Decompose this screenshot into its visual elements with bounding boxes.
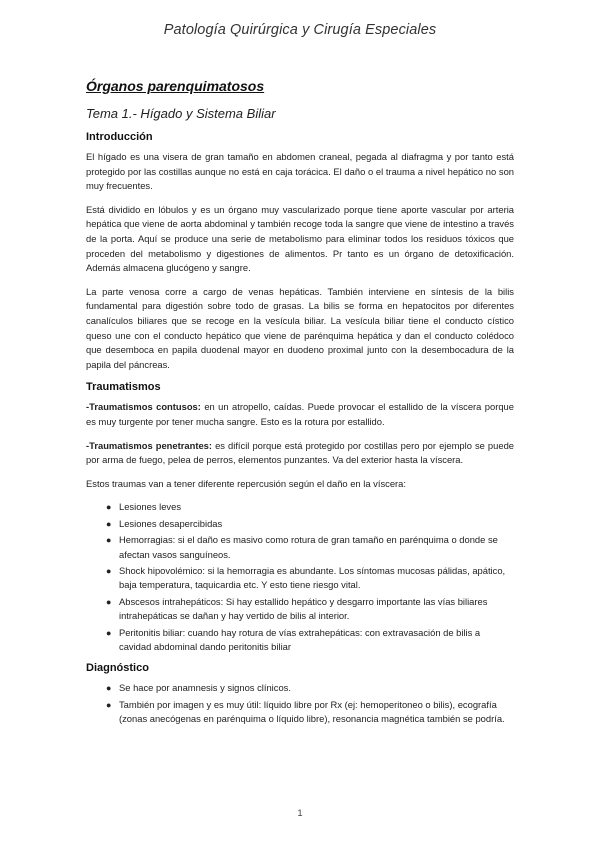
label-contusos: -Traumatismos contusos: xyxy=(86,401,201,413)
list-repercusiones xyxy=(86,500,514,654)
page-number: 1 xyxy=(297,808,303,819)
section-title: Órganos parenquimatosos xyxy=(86,78,265,94)
bullet-icon: ● xyxy=(106,535,112,546)
text-contusos: en un atropello, caídas. Puede provocar el estallido de la víscera porque es muy turgente por tener mucha sangre. Esto es la rotura por estallido. xyxy=(86,401,514,427)
list-item: ● Peritonitis biliar: cuando hay rotura de vías extrahepáticas: con extravasación de bilis a cavidad abdominal dando peritonitis biliar xyxy=(106,626,481,652)
list-item: ● Lesiones desapercibidas xyxy=(86,517,514,531)
list-item: ● Se hace por anamnesis y signos clínicos. xyxy=(86,681,514,695)
list-item: ● Abscesos intrahepáticos: Si hay estallido hepático y desgarro importante las vías biliares intrahepáticas se dañan y hay vertido de bilis al interior. xyxy=(106,595,488,622)
bullet-icon: ● xyxy=(106,699,112,710)
paragraph-penetrantes xyxy=(86,439,514,468)
topic-title: Tema 1.- Hígado y Sistema Biliar xyxy=(86,106,276,121)
list-item: ● También por imagen y es muy útil: líquido libre por Rx (ej: hemoperitoneo o bilis), ecografía (zonas anecógenas en parénquima o líquido libre), resonancia magnética también se podría. xyxy=(106,698,505,725)
running-header: Patología Quirúrgica y Cirugía Especiales xyxy=(163,22,437,38)
heading-diagnostico: Diagnóstico xyxy=(86,662,149,675)
intro-paragraph-1: El hígado es una visera de gran tamaño en abdomen craneal, pegada al diafragma y por tanto está protegido por las costillas aunque no está en caja torácica. El daño o el trauma a nivel hepático no son muy frecuentes. xyxy=(86,151,514,192)
paragraph-repercusion: Estos traumas van a tener diferente repercusión según el daño en la víscera: xyxy=(86,477,406,489)
list-diagnostico xyxy=(86,681,514,726)
text-penetrantes: es difícil porque está protegido por costillas pero por ejemplo se puede por arma de fuego, pelea de perros, elementos punzantes. Va del exterior hasta la víscera. xyxy=(86,439,514,466)
list-item: ● Lesiones leves xyxy=(86,500,514,514)
bullet-icon: ● xyxy=(106,627,112,638)
list-item: ● Shock hipovolémico: si la hemorragia es abundante. Los síntomas mucosas pálidas, apático, baja temperatura, taquicardia etc. Y esto tiene riesgo vital. xyxy=(106,564,506,591)
bullet-icon: ● xyxy=(106,565,112,576)
list-item: ● Hemorragias: si el daño es masivo como rotura de gran tamaño en parénquima o donde se afectan vasos sanguíneos. xyxy=(106,534,498,560)
paragraph-contusos xyxy=(86,400,514,429)
document-body xyxy=(86,78,514,735)
label-penetrantes: -Traumatismos penetrantes: xyxy=(86,439,213,451)
intro-paragraph-2: Está dividido en lóbulos y es un órgano muy vascularizado porque tiene aporte vascular por arteria hepática que viene de aorta abdominal y también recoge toda la sangre que viene de intestino a través de la porta. Aquí se produce una serie de metabolismo para eliminar todos los residuos tóxicos que proceden del metabolismo y digestiones de alimentos. Pr tanto es un órgano de detoxificación. Además almacena glucógeno y sangre. xyxy=(86,203,514,274)
bullet-icon: ● xyxy=(106,596,112,607)
bullet-icon: ● xyxy=(106,683,112,694)
heading-traumatismos: Traumatismos xyxy=(86,381,161,394)
bullet-icon: ● xyxy=(106,518,112,529)
heading-introduccion: Introducción xyxy=(86,131,153,143)
intro-paragraph-3: La parte venosa corre a cargo de venas hepáticas. También interviene en síntesis de la bilis fundamental para digestión sobre todo de grasas. La bilis se forma en hepatocitos por diferentes canalículos biliares que se recoge en la vesícula biliar. La vesícula biliar tiene el conducto cístico queso une con el conducto hepático que viene de parénquima hepática y dan el conducto colédoco que desemboca en papila duodenal mayor en duodeno proximal junto con la desembocadura de la papila del páncreas. xyxy=(86,285,514,370)
bullet-icon: ● xyxy=(106,502,112,513)
